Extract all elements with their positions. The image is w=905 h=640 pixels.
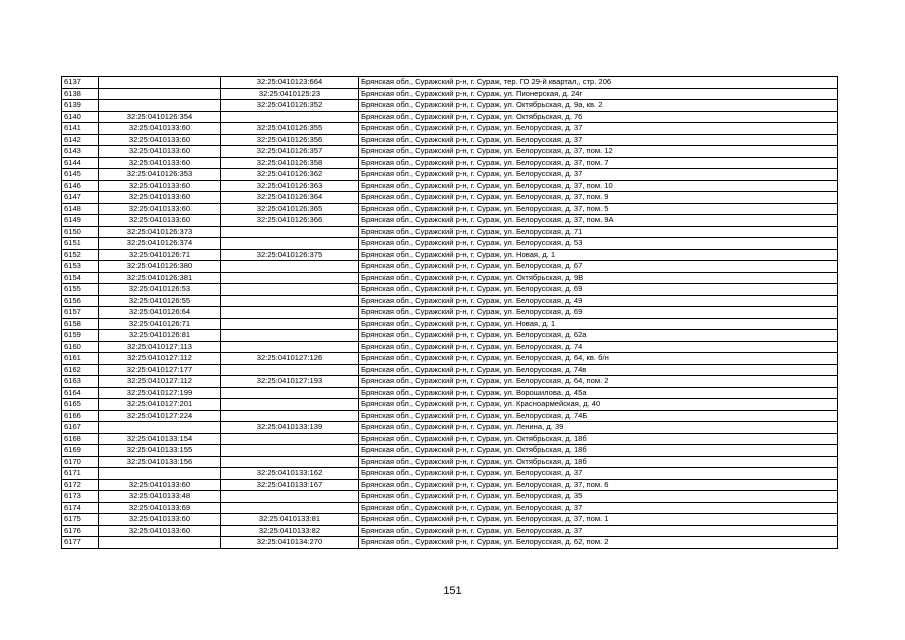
row-number-cell: 6153 (62, 261, 99, 273)
address-cell: Брянская обл., Суражский р-н, г. Сураж, ул. Белорусская, д. 37 (359, 502, 838, 514)
cadastral-number-cell: 32:25:0410127:193 (221, 376, 359, 388)
address-cell: Брянская обл., Суражский р-н, г. Сураж, ул. Белорусская, д. 37 (359, 525, 838, 537)
cadastral-number-cell: 32:25:0410123:664 (221, 77, 359, 89)
table-row (62, 479, 838, 491)
table-row (62, 364, 838, 376)
parent-cadastral-number-cell (99, 88, 221, 100)
row-number-cell: 6169 (62, 445, 99, 457)
cadastral-number-cell: 32:25:0410133:139 (221, 422, 359, 434)
row-number-cell: 6142 (62, 134, 99, 146)
cadastral-number-cell (221, 410, 359, 422)
cadastral-number-cell (221, 445, 359, 457)
parent-cadastral-number-cell (99, 537, 221, 549)
parent-cadastral-number-cell: 32:25:0410133:156 (99, 456, 221, 468)
address-cell: Брянская обл., Суражский р-н, г. Сураж, ул. Октябрьская, д. 9а, кв. 2 (359, 100, 838, 112)
address-cell: Брянская обл., Суражский р-н, г. Сураж, ул. Белорусская, д. 67 (359, 261, 838, 273)
parent-cadastral-number-cell: 32:25:0410133:60 (99, 146, 221, 158)
parent-cadastral-number-cell: 32:25:0410126:55 (99, 295, 221, 307)
row-number-cell: 6161 (62, 353, 99, 365)
cadastral-number-cell: 32:25:0410133:162 (221, 468, 359, 480)
parent-cadastral-number-cell: 32:25:0410127:224 (99, 410, 221, 422)
row-number-cell: 6140 (62, 111, 99, 123)
row-number-cell: 6149 (62, 215, 99, 227)
table-row (62, 353, 838, 365)
address-cell: Брянская обл., Суражский р-н, г. Сураж, ул. Белорусская, д. 64, пом. 2 (359, 376, 838, 388)
row-number-cell: 6170 (62, 456, 99, 468)
cadastral-number-cell: 32:25:0410126:358 (221, 157, 359, 169)
address-cell: Брянская обл., Суражский р-н, г. Сураж, ул. Белорусская, д. 37, пом. 9А (359, 215, 838, 227)
parent-cadastral-number-cell: 32:25:0410133:60 (99, 514, 221, 526)
cadastral-number-cell (221, 307, 359, 319)
cadastral-number-cell (221, 295, 359, 307)
table-row (62, 307, 838, 319)
table-row (62, 111, 838, 123)
table-row (62, 226, 838, 238)
address-cell: Брянская обл., Суражский р-н, г. Сураж, ул. Белорусская, д. 37, пом. 5 (359, 203, 838, 215)
row-number-cell: 6139 (62, 100, 99, 112)
row-number-cell: 6163 (62, 376, 99, 388)
cadastral-number-cell: 32:25:0410133:82 (221, 525, 359, 537)
row-number-cell: 6138 (62, 88, 99, 100)
table-row (62, 468, 838, 480)
row-number-cell: 6144 (62, 157, 99, 169)
parent-cadastral-number-cell: 32:25:0410126:71 (99, 249, 221, 261)
address-cell: Брянская обл., Суражский р-н, г. Сураж, ул. Белорусская, д. 37, пом. 6 (359, 479, 838, 491)
parent-cadastral-number-cell: 32:25:0410133:60 (99, 203, 221, 215)
address-cell: Брянская обл., Суражский р-н, г. Сураж, ул. Новая, д. 1 (359, 249, 838, 261)
cadastral-number-cell: 32:25:0410133:167 (221, 479, 359, 491)
table-row (62, 134, 838, 146)
parent-cadastral-number-cell: 32:25:0410126:353 (99, 169, 221, 181)
table-row (62, 146, 838, 158)
row-number-cell: 6175 (62, 514, 99, 526)
parent-cadastral-number-cell: 32:25:0410133:60 (99, 479, 221, 491)
address-cell: Брянская обл., Суражский р-н, г. Сураж, ул. Новая, д. 1 (359, 318, 838, 330)
cadastral-number-cell: 32:25:0410134:270 (221, 537, 359, 549)
address-cell: Брянская обл., Суражский р-н, г. Сураж, ул. Белорусская, д. 37, пом. 10 (359, 180, 838, 192)
table-row (62, 295, 838, 307)
registry-table (61, 76, 838, 549)
row-number-cell: 6176 (62, 525, 99, 537)
cadastral-number-cell: 32:25:0410133:81 (221, 514, 359, 526)
parent-cadastral-number-cell: 32:25:0410133:48 (99, 491, 221, 503)
cadastral-number-cell: 32:25:0410126:362 (221, 169, 359, 181)
table-row (62, 284, 838, 296)
parent-cadastral-number-cell: 32:25:0410126:354 (99, 111, 221, 123)
row-number-cell: 6148 (62, 203, 99, 215)
parent-cadastral-number-cell (99, 468, 221, 480)
table-row (62, 376, 838, 388)
address-cell: Брянская обл., Суражский р-н, г. Сураж, ул. Белорусская, д. 37, пом. 1 (359, 514, 838, 526)
parent-cadastral-number-cell: 32:25:0410133:60 (99, 180, 221, 192)
parent-cadastral-number-cell (99, 100, 221, 112)
address-cell: Брянская обл., Суражский р-н, г. Сураж, ул. Белорусская, д. 37, пом. 9 (359, 192, 838, 204)
table-row (62, 100, 838, 112)
table-row (62, 77, 838, 89)
cadastral-number-cell: 32:25:0410126:365 (221, 203, 359, 215)
row-number-cell: 6166 (62, 410, 99, 422)
cadastral-number-cell: 32:25:0410126:357 (221, 146, 359, 158)
table-row (62, 456, 838, 468)
address-cell: Брянская обл., Суражский р-н, г. Сураж, ул. Белорусская, д. 69 (359, 284, 838, 296)
table-row (62, 261, 838, 273)
parent-cadastral-number-cell: 32:25:0410127:199 (99, 387, 221, 399)
table-row (62, 491, 838, 503)
parent-cadastral-number-cell: 32:25:0410133:60 (99, 215, 221, 227)
row-number-cell: 6143 (62, 146, 99, 158)
row-number-cell: 6157 (62, 307, 99, 319)
cadastral-number-cell (221, 261, 359, 273)
parent-cadastral-number-cell: 32:25:0410126:374 (99, 238, 221, 250)
parent-cadastral-number-cell: 32:25:0410133:154 (99, 433, 221, 445)
address-cell: Брянская обл., Суражский р-н, г. Сураж, ул. Красноармейская, д. 40 (359, 399, 838, 411)
row-number-cell: 6151 (62, 238, 99, 250)
table-row (62, 422, 838, 434)
cadastral-number-cell (221, 284, 359, 296)
address-cell: Брянская обл., Суражский р-н, г. Сураж, ул. Ворошилова, д. 45а (359, 387, 838, 399)
cadastral-number-cell: 32:25:0410127:126 (221, 353, 359, 365)
address-cell: Брянская обл., Суражский р-н, г. Сураж, ул. Белорусская, д. 74Б (359, 410, 838, 422)
address-cell: Брянская обл., Суражский р-н, г. Сураж, ул. Белорусская, д. 35 (359, 491, 838, 503)
address-cell: Брянская обл., Суражский р-н, г. Сураж, ул. Белорусская, д. 37 (359, 134, 838, 146)
table-row (62, 192, 838, 204)
cadastral-number-cell: 32:25:0410125:23 (221, 88, 359, 100)
parent-cadastral-number-cell: 32:25:0410126:380 (99, 261, 221, 273)
cadastral-number-cell: 32:25:0410126:356 (221, 134, 359, 146)
table-row (62, 514, 838, 526)
parent-cadastral-number-cell: 32:25:0410126:381 (99, 272, 221, 284)
row-number-cell: 6177 (62, 537, 99, 549)
address-cell: Брянская обл., Суражский р-н, г. Сураж, ул. Октябрьская, д. 18б (359, 445, 838, 457)
address-cell: Брянская обл., Суражский р-н, г. Сураж, ул. Белорусская, д. 37, пом. 7 (359, 157, 838, 169)
address-cell: Брянская обл., Суражский р-н, г. Сураж, ул. Белорусская, д. 71 (359, 226, 838, 238)
address-cell: Брянская обл., Суражский р-н, г. Сураж, тер. ГО 29-й квартал,, стр. 206 (359, 77, 838, 89)
cadastral-number-cell (221, 238, 359, 250)
parent-cadastral-number-cell: 32:25:0410126:64 (99, 307, 221, 319)
table-row (62, 341, 838, 353)
cadastral-number-cell (221, 433, 359, 445)
row-number-cell: 6152 (62, 249, 99, 261)
cadastral-number-cell (221, 318, 359, 330)
address-cell: Брянская обл., Суражский р-н, г. Сураж, ул. Белорусская, д. 37 (359, 169, 838, 181)
cadastral-number-cell (221, 272, 359, 284)
address-cell: Брянская обл., Суражский р-н, г. Сураж, ул. Белорусская, д. 74в (359, 364, 838, 376)
parent-cadastral-number-cell: 32:25:0410133:60 (99, 192, 221, 204)
row-number-cell: 6158 (62, 318, 99, 330)
cadastral-number-cell (221, 341, 359, 353)
row-number-cell: 6141 (62, 123, 99, 135)
cadastral-number-cell (221, 491, 359, 503)
row-number-cell: 6146 (62, 180, 99, 192)
parent-cadastral-number-cell: 32:25:0410133:60 (99, 525, 221, 537)
address-cell: Брянская обл., Суражский р-н, г. Сураж, ул. Октябрьская, д. 76 (359, 111, 838, 123)
address-cell: Брянская обл., Суражский р-н, г. Сураж, ул. Белорусская, д. 49 (359, 295, 838, 307)
table-row (62, 203, 838, 215)
row-number-cell: 6168 (62, 433, 99, 445)
cadastral-number-cell: 32:25:0410126:366 (221, 215, 359, 227)
row-number-cell: 6173 (62, 491, 99, 503)
cadastral-number-cell: 32:25:0410126:375 (221, 249, 359, 261)
table-row (62, 537, 838, 549)
parent-cadastral-number-cell: 32:25:0410133:60 (99, 134, 221, 146)
address-cell: Брянская обл., Суражский р-н, г. Сураж, ул. Белорусская, д. 62, пом. 2 (359, 537, 838, 549)
address-cell: Брянская обл., Суражский р-н, г. Сураж, ул. Белорусская, д. 53 (359, 238, 838, 250)
address-cell: Брянская обл., Суражский р-н, г. Сураж, ул. Белорусская, д. 37 (359, 123, 838, 135)
cadastral-number-cell: 32:25:0410126:363 (221, 180, 359, 192)
row-number-cell: 6171 (62, 468, 99, 480)
address-cell: Брянская обл., Суражский р-н, г. Сураж, ул. Октябрьская, д. 18б (359, 456, 838, 468)
row-number-cell: 6174 (62, 502, 99, 514)
cadastral-number-cell (221, 387, 359, 399)
table-row (62, 180, 838, 192)
address-cell: Брянская обл., Суражский р-н, г. Сураж, ул. Белорусская, д. 64, кв. б/н (359, 353, 838, 365)
table-row (62, 238, 838, 250)
address-cell: Брянская обл., Суражский р-н, г. Сураж, ул. Октябрьская, д. 18б (359, 433, 838, 445)
cadastral-number-cell (221, 456, 359, 468)
address-cell: Брянская обл., Суражский р-н, г. Сураж, ул. Ленина, д. 39 (359, 422, 838, 434)
table-row (62, 387, 838, 399)
table-row (62, 272, 838, 284)
parent-cadastral-number-cell: 32:25:0410126:53 (99, 284, 221, 296)
parent-cadastral-number-cell: 32:25:0410133:60 (99, 123, 221, 135)
row-number-cell: 6159 (62, 330, 99, 342)
parent-cadastral-number-cell: 32:25:0410127:112 (99, 353, 221, 365)
row-number-cell: 6156 (62, 295, 99, 307)
table-row (62, 399, 838, 411)
table-row (62, 410, 838, 422)
address-cell: Брянская обл., Суражский р-н, г. Сураж, ул. Белорусская, д. 37, пом. 12 (359, 146, 838, 158)
parent-cadastral-number-cell: 32:25:0410127:177 (99, 364, 221, 376)
parent-cadastral-number-cell: 32:25:0410126:373 (99, 226, 221, 238)
cadastral-number-cell (221, 330, 359, 342)
table-row (62, 249, 838, 261)
table-row (62, 445, 838, 457)
parent-cadastral-number-cell: 32:25:0410133:69 (99, 502, 221, 514)
parent-cadastral-number-cell: 32:25:0410133:155 (99, 445, 221, 457)
parent-cadastral-number-cell: 32:25:0410127:112 (99, 376, 221, 388)
cadastral-number-cell: 32:25:0410126:352 (221, 100, 359, 112)
address-cell: Брянская обл., Суражский р-н, г. Сураж, ул. Белорусская, д. 62а (359, 330, 838, 342)
cadastral-number-cell (221, 226, 359, 238)
table-row (62, 123, 838, 135)
parent-cadastral-number-cell: 32:25:0410127:201 (99, 399, 221, 411)
address-cell: Брянская обл., Суражский р-н, г. Сураж, ул. Пионерская, д. 24г (359, 88, 838, 100)
address-cell: Брянская обл., Суражский р-н, г. Сураж, ул. Октябрьская, д. 9В (359, 272, 838, 284)
table-row (62, 157, 838, 169)
cadastral-number-cell (221, 364, 359, 376)
row-number-cell: 6165 (62, 399, 99, 411)
row-number-cell: 6155 (62, 284, 99, 296)
row-number-cell: 6172 (62, 479, 99, 491)
row-number-cell: 6162 (62, 364, 99, 376)
row-number-cell: 6160 (62, 341, 99, 353)
page-number: 151 (443, 585, 462, 597)
table-row (62, 215, 838, 227)
parent-cadastral-number-cell: 32:25:0410126:81 (99, 330, 221, 342)
table-row (62, 169, 838, 181)
table-row (62, 88, 838, 100)
parent-cadastral-number-cell (99, 77, 221, 89)
cadastral-number-cell: 32:25:0410126:355 (221, 123, 359, 135)
row-number-cell: 6150 (62, 226, 99, 238)
registry-table-body (62, 77, 838, 549)
table-row (62, 330, 838, 342)
parent-cadastral-number-cell: 32:25:0410133:60 (99, 157, 221, 169)
row-number-cell: 6137 (62, 77, 99, 89)
table-row (62, 433, 838, 445)
cadastral-number-cell: 32:25:0410126:364 (221, 192, 359, 204)
address-cell: Брянская обл., Суражский р-н, г. Сураж, ул. Белорусская, д. 37 (359, 468, 838, 480)
cadastral-number-cell (221, 399, 359, 411)
address-cell: Брянская обл., Суражский р-н, г. Сураж, ул. Белорусская, д. 69 (359, 307, 838, 319)
row-number-cell: 6167 (62, 422, 99, 434)
table-row (62, 502, 838, 514)
cadastral-number-cell (221, 111, 359, 123)
address-cell: Брянская обл., Суражский р-н, г. Сураж, ул. Белорусская, д. 74 (359, 341, 838, 353)
row-number-cell: 6154 (62, 272, 99, 284)
parent-cadastral-number-cell (99, 422, 221, 434)
cadastral-number-cell (221, 502, 359, 514)
row-number-cell: 6147 (62, 192, 99, 204)
row-number-cell: 6145 (62, 169, 99, 181)
parent-cadastral-number-cell: 32:25:0410126:71 (99, 318, 221, 330)
row-number-cell: 6164 (62, 387, 99, 399)
table-row (62, 525, 838, 537)
parent-cadastral-number-cell: 32:25:0410127:113 (99, 341, 221, 353)
table-row (62, 318, 838, 330)
